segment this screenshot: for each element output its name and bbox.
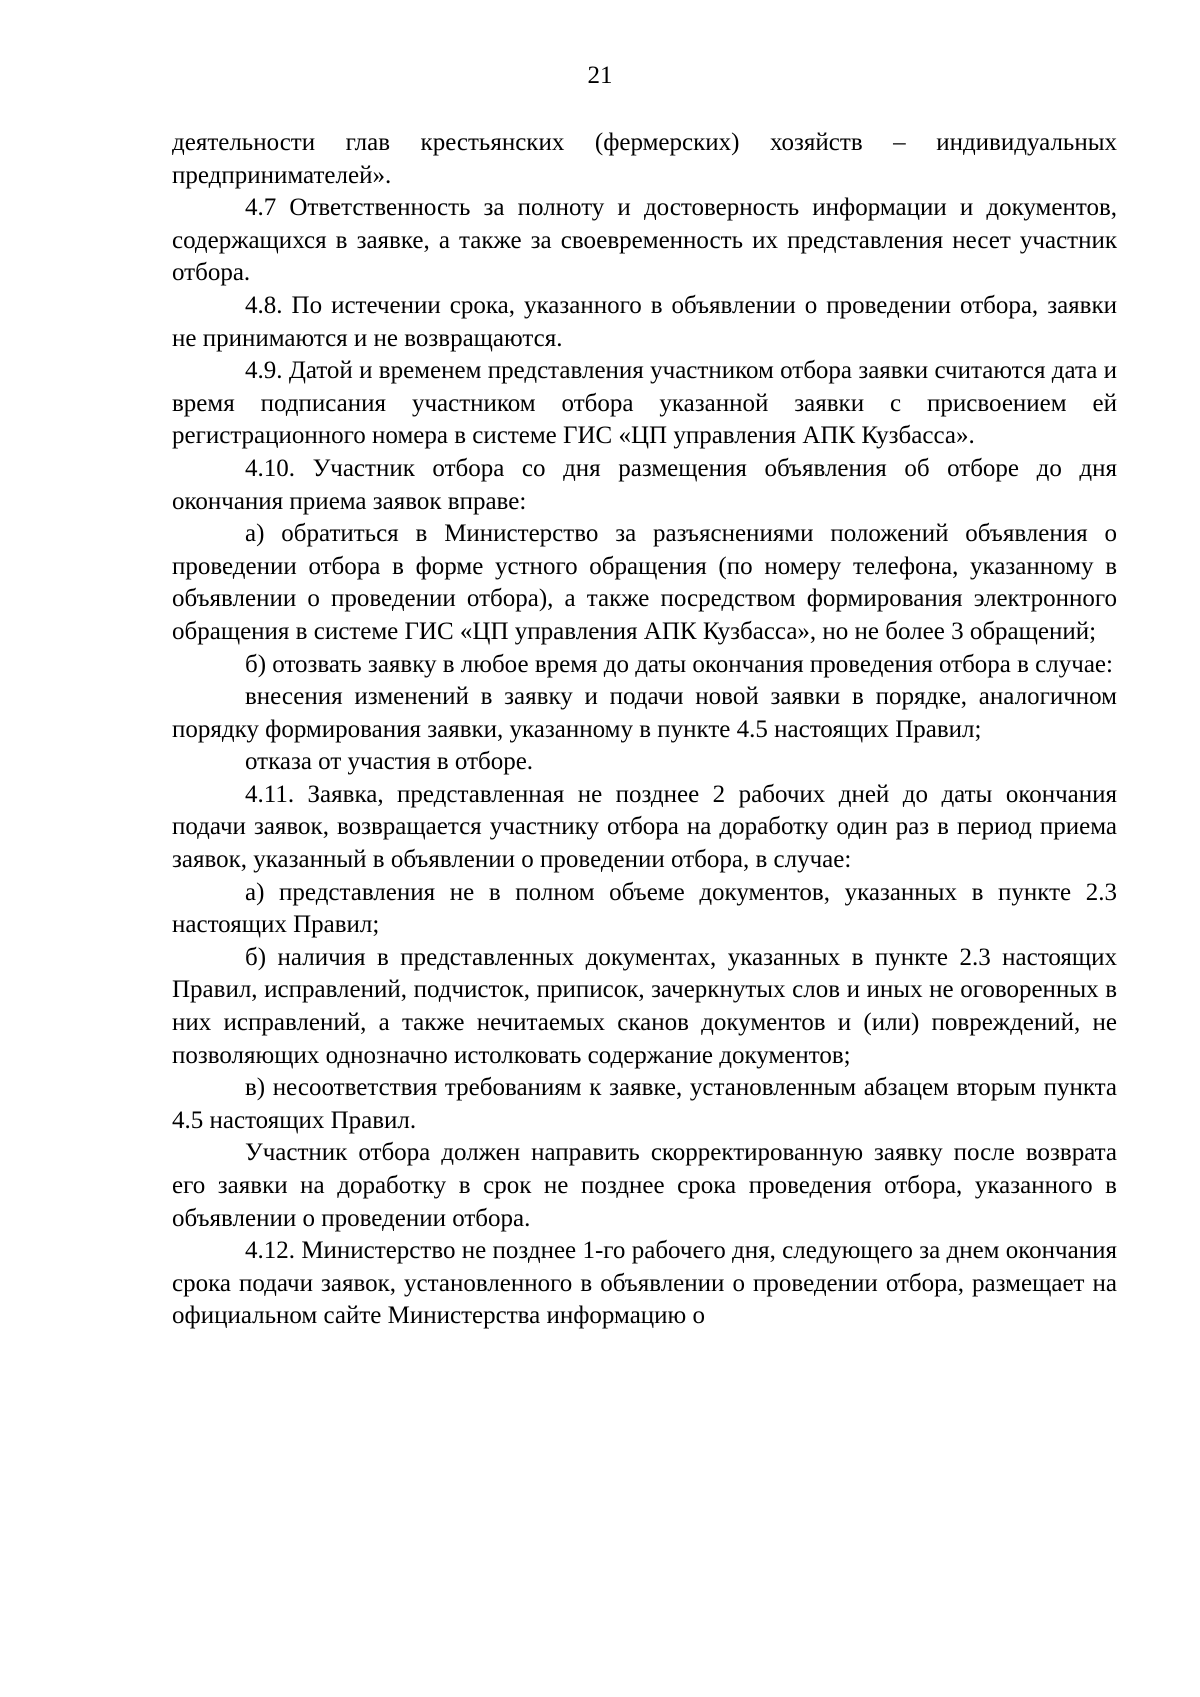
paragraph: а) представления не в полном объеме документов, указанных в пункте 2.3 настоящих Правил; [172,878,1117,939]
paragraph: 4.10. Участник отбора со дня размещения объявления об отборе до дня окончания приема заявок вправе: [172,454,1117,515]
paragraph: 4.7 Ответственность за полноту и достоверность информации и документов, содержащихся в заявке, а также за своевременность их представления несет участник отбора. [172,194,1117,287]
page-number: 21 [587,62,613,89]
paragraph: 4.8. По истечении срока, указанного в объявлении о проведении отбора, заявки не принимаются и не возвращаются. [172,291,1117,352]
paragraph: а) обратиться в Министерство за разъяснениями положений объявления о проведении отбора в форме устного обращения (по номеру телефона, указанному в объявлении о проведении отбора), а также посредством формирования электронного обращения в системе ГИС «ЦП управления АПК Кузбасса», но не более 3 обращений; [172,520,1117,645]
paragraph: отказа от участия в отборе. [245,748,534,776]
paragraph: 4.12. Министерство не позднее 1-го рабочего дня, следующего за днем окончания срока подачи заявок, установленного в объявлении о проведении отбора, размещает на официальном сайте Министерства информацию о [172,1237,1117,1330]
paragraph: в) несоответствия требованиям к заявке, установленным абзацем вторым пункта 4.5 настоящих Правил. [172,1074,1117,1134]
paragraph: деятельности глав крестьянских (фермерских) хозяйств – индивидуальных предпринимателей». [172,129,1117,189]
paragraph: внесения изменений в заявку и подачи новой заявки в порядке, аналогичном порядку формирования заявки, указанному в пункте 4.5 настоящих Правил; [172,683,1117,743]
paragraph: 4.9. Датой и временем представления участником отбора заявки считаются дата и время подписания участником отбора указанной заявки с присвоением ей регистрационного номера в системе ГИС «ЦП управления АПК Кузбасса». [172,357,1117,450]
paragraph: 4.11. Заявка, представленная не позднее 2 рабочих дней до даты окончания подачи заявок, возвращается участнику отбора на доработку один раз в период приема заявок, указанный в объявлении о проведении отбора, в случае: [172,780,1117,874]
paragraph: б) наличия в представленных документах, указанных в пункте 2.3 настоящих Правил, исправлений, подчисток, приписок, зачеркнутых слов и иных не оговоренных в них исправлений, а также нечитаемых сканов документов и (или) повреждений, не позволяющих однозначно истолковать содержание документов; [172,943,1117,1069]
paragraph: б) отозвать заявку в любое время до даты окончания проведения отбора в случае: [245,650,1113,678]
paragraph: Участник отбора должен направить скорректированную заявку после возврата его заявки на доработку в срок не позднее срока проведения отбора, указанного в объявлении о проведении отбора. [172,1139,1117,1232]
document-body [172,127,1117,1333]
